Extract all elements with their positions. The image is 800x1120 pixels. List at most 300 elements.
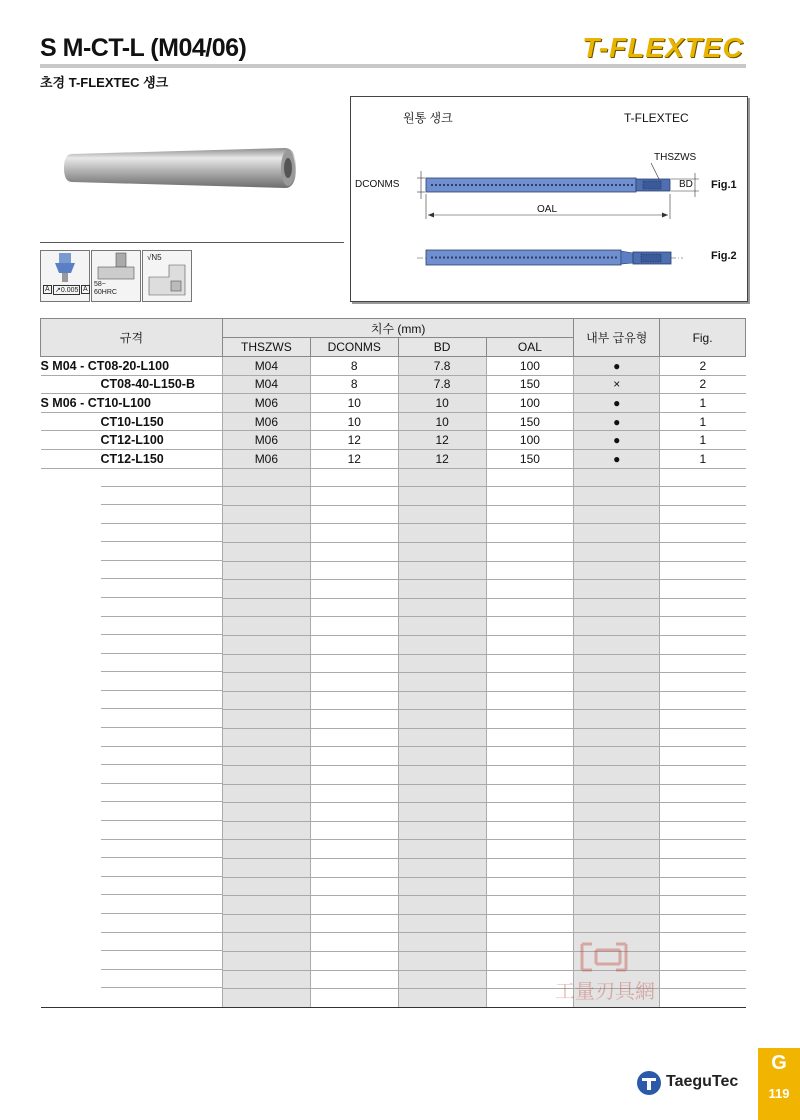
fig-cell: 1 [660, 449, 746, 468]
thszws-cell [222, 896, 310, 915]
header-oal: OAL [486, 338, 574, 357]
bd-cell [398, 821, 486, 840]
dconms-cell [310, 561, 398, 580]
oal-cell [486, 673, 574, 692]
thszws-cell [222, 784, 310, 803]
spec-name-cell [41, 580, 223, 599]
thszws-cell [222, 598, 310, 617]
fig-cell: 1 [660, 431, 746, 450]
fig-cell [660, 654, 746, 673]
table-row [41, 598, 746, 617]
dconms-cell [310, 487, 398, 506]
coolant-cell [574, 505, 660, 524]
thszws-cell: M06 [222, 431, 310, 450]
thszws-cell [222, 747, 310, 766]
spec-name-cell: CT10-L150 [41, 412, 223, 431]
table-row [41, 468, 746, 487]
bd-cell [398, 487, 486, 506]
coolant-cell [574, 561, 660, 580]
dconms-cell [310, 952, 398, 971]
spec-name-cell [41, 635, 223, 654]
thszws-cell [222, 524, 310, 543]
bd-cell: 12 [398, 449, 486, 468]
bd-cell [398, 970, 486, 989]
dconms-cell: 12 [310, 449, 398, 468]
table-row [41, 710, 746, 729]
oal-cell [486, 524, 574, 543]
fig-cell [660, 487, 746, 506]
bd-cell [398, 896, 486, 915]
coolant-cell [574, 487, 660, 506]
runout-icon [40, 250, 90, 302]
dconms-cell [310, 914, 398, 933]
diagram-label-dconms: DCONMS [355, 179, 400, 190]
diagram-label-thszws: THSZWS [654, 152, 697, 163]
section-tab [758, 1048, 800, 1120]
fig-cell [660, 635, 746, 654]
spec-name-cell [41, 896, 223, 915]
fig-cell: 2 [660, 357, 746, 376]
spec-name-cell [41, 803, 223, 822]
table-body [41, 357, 746, 1008]
fig-cell: 1 [660, 412, 746, 431]
table-row [41, 617, 746, 636]
table-row [41, 412, 746, 431]
thszws-cell [222, 859, 310, 878]
dconms-cell [310, 877, 398, 896]
spec-name-cell [41, 654, 223, 673]
empty-rule [101, 469, 222, 487]
table-row [41, 859, 746, 878]
spec-name-cell [41, 561, 223, 580]
page-subtitle: 초경 T-FLEXTEC 섕크 [40, 75, 169, 90]
coolant-cell [574, 598, 660, 617]
dconms-cell [310, 542, 398, 561]
empty-rule [101, 710, 222, 728]
spec-icons [40, 250, 190, 302]
spec-name-cell [41, 766, 223, 785]
thszws-cell [222, 617, 310, 636]
page-number: 119 [768, 1086, 790, 1101]
spec-name-cell [41, 877, 223, 896]
section-letter: G [771, 1052, 787, 1074]
thszws-cell: M06 [222, 449, 310, 468]
empty-rule [101, 915, 222, 933]
spec-name-cell [41, 840, 223, 859]
empty-rule [101, 747, 222, 765]
fig-cell [660, 784, 746, 803]
coolant-cell [574, 617, 660, 636]
bd-cell [398, 952, 486, 971]
coolant-cell [574, 803, 660, 822]
spec-name-cell [41, 468, 223, 487]
empty-rule [101, 636, 222, 654]
bd-cell [398, 505, 486, 524]
dconms-cell [310, 989, 398, 1008]
table-row [41, 654, 746, 673]
empty-rule [101, 933, 222, 951]
header-fig: Fig. [660, 319, 746, 357]
oal-cell [486, 728, 574, 747]
oal-cell: 150 [486, 375, 574, 394]
thszws-cell [222, 468, 310, 487]
oal-cell [486, 542, 574, 561]
dconms-cell [310, 784, 398, 803]
table-row [41, 896, 746, 915]
table-row [41, 561, 746, 580]
bd-cell [398, 691, 486, 710]
spec-name-cell [41, 542, 223, 561]
table-row [41, 803, 746, 822]
spec-name-cell [41, 989, 223, 1008]
fig-cell [660, 542, 746, 561]
thszws-cell [222, 840, 310, 859]
dconms-cell [310, 635, 398, 654]
spec-name-cell [41, 859, 223, 878]
table-row [41, 635, 746, 654]
watermark-text: 工量刃具網 [555, 979, 655, 1003]
bd-cell [398, 598, 486, 617]
dconms-cell: 8 [310, 375, 398, 394]
coolant-cell: ● [574, 394, 660, 413]
page-title: S M-CT-L (M04/06) [40, 34, 247, 62]
empty-rule [101, 599, 222, 617]
spec-name-cell [41, 598, 223, 617]
dconms-cell [310, 859, 398, 878]
thszws-cell [222, 989, 310, 1008]
tflextec-logo [578, 30, 748, 66]
spec-name-cell [41, 710, 223, 729]
coolant-cell [574, 691, 660, 710]
empty-rule [101, 803, 222, 821]
oal-cell [486, 617, 574, 636]
hardness-icon [91, 250, 141, 302]
table-row [41, 487, 746, 506]
oal-cell [486, 598, 574, 617]
coolant-cell: ● [574, 412, 660, 431]
table-row [41, 431, 746, 450]
bd-cell [398, 580, 486, 599]
oal-cell [486, 877, 574, 896]
coolant-cell [574, 821, 660, 840]
bd-cell [398, 914, 486, 933]
empty-rule [101, 524, 222, 542]
oal-cell: 100 [486, 394, 574, 413]
coolant-cell [574, 728, 660, 747]
table-row [41, 877, 746, 896]
bd-cell [398, 654, 486, 673]
table-row [41, 821, 746, 840]
fig-cell [660, 524, 746, 543]
bd-cell [398, 635, 486, 654]
fig-cell [660, 914, 746, 933]
thszws-cell [222, 561, 310, 580]
coolant-cell [574, 840, 660, 859]
dconms-cell [310, 505, 398, 524]
bd-cell: 7.8 [398, 375, 486, 394]
dconms-cell [310, 617, 398, 636]
thszws-cell [222, 877, 310, 896]
empty-rule [101, 896, 222, 914]
oal-cell [486, 859, 574, 878]
empty-rule [101, 952, 222, 970]
fig-cell [660, 840, 746, 859]
oal-cell [486, 505, 574, 524]
fig-cell [660, 710, 746, 729]
empty-rule [101, 989, 222, 1006]
fig-cell [660, 468, 746, 487]
dconms-cell [310, 673, 398, 692]
coolant-cell [574, 635, 660, 654]
empty-rule [101, 487, 222, 505]
fig-cell [660, 580, 746, 599]
bd-cell [398, 766, 486, 785]
bd-cell [398, 728, 486, 747]
dconms-cell [310, 840, 398, 859]
fig-cell [660, 673, 746, 692]
empty-rule [101, 970, 222, 988]
bd-cell [398, 617, 486, 636]
empty-rule [101, 561, 222, 579]
coolant-cell [574, 747, 660, 766]
spec-name-cell [41, 784, 223, 803]
table-row [41, 580, 746, 599]
diagram-drawing [351, 97, 747, 301]
thszws-cell [222, 914, 310, 933]
oal-cell [486, 840, 574, 859]
runout-datum-a2: A [83, 286, 88, 293]
fig-cell [660, 617, 746, 636]
dconms-cell [310, 747, 398, 766]
logo-text: T-FLEXTEC [582, 32, 744, 63]
bd-cell [398, 673, 486, 692]
thszws-cell: M04 [222, 375, 310, 394]
spec-table [40, 318, 746, 1008]
spec-name-cell [41, 617, 223, 636]
oal-cell: 100 [486, 357, 574, 376]
oal-cell [486, 487, 574, 506]
spec-name-cell [41, 952, 223, 971]
table-row [41, 524, 746, 543]
empty-rule [101, 784, 222, 802]
bd-cell [398, 989, 486, 1008]
dconms-cell [310, 654, 398, 673]
dconms-cell [310, 821, 398, 840]
coolant-cell: ● [574, 449, 660, 468]
fig-cell [660, 803, 746, 822]
fig-cell [660, 989, 746, 1008]
fig-cell [660, 970, 746, 989]
empty-rule [101, 580, 222, 598]
dconms-cell: 8 [310, 357, 398, 376]
thszws-cell: M06 [222, 412, 310, 431]
dconms-cell: 12 [310, 431, 398, 450]
spec-name-cell: S M06 - CT10-L100 [41, 394, 223, 413]
coolant-cell [574, 468, 660, 487]
oal-cell: 150 [486, 412, 574, 431]
oal-cell [486, 468, 574, 487]
fig-cell [660, 821, 746, 840]
coolant-cell [574, 710, 660, 729]
hardness-label: 58~ 60HRC [94, 281, 117, 296]
oal-cell [486, 654, 574, 673]
oal-cell: 100 [486, 431, 574, 450]
coolant-cell [574, 784, 660, 803]
table-row [41, 766, 746, 785]
table-row [41, 375, 746, 394]
oal-cell [486, 803, 574, 822]
shank-photo [60, 140, 300, 200]
spec-name-cell [41, 933, 223, 952]
dconms-cell [310, 598, 398, 617]
table-row [41, 505, 746, 524]
empty-rule [101, 729, 222, 747]
fig-cell [660, 766, 746, 785]
empty-rule [101, 617, 222, 635]
diagram-fig2: Fig.2 [711, 250, 737, 262]
fig-cell [660, 952, 746, 971]
brand-text: TaeguTec [666, 1073, 739, 1090]
runout-value: ↗0.005 [55, 287, 79, 294]
empty-rule [101, 654, 222, 672]
empty-rule [101, 506, 222, 524]
table-row [41, 747, 746, 766]
coolant-cell: ● [574, 357, 660, 376]
bd-cell [398, 524, 486, 543]
coolant-cell [574, 896, 660, 915]
bd-cell [398, 803, 486, 822]
thszws-cell [222, 766, 310, 785]
oal-cell [486, 914, 574, 933]
spec-name-cell [41, 747, 223, 766]
thszws-cell [222, 970, 310, 989]
header-thszws: THSZWS [222, 338, 310, 357]
header-dims: 치수 (mm) [222, 319, 573, 338]
bd-cell: 7.8 [398, 357, 486, 376]
fig-cell [660, 505, 746, 524]
bd-cell: 10 [398, 394, 486, 413]
oal-cell [486, 691, 574, 710]
thszws-cell: M04 [222, 357, 310, 376]
bd-cell: 12 [398, 431, 486, 450]
coolant-cell [574, 859, 660, 878]
taegutec-brand [636, 1070, 756, 1096]
coolant-cell [574, 914, 660, 933]
dconms-cell: 10 [310, 394, 398, 413]
thszws-cell [222, 691, 310, 710]
bd-cell [398, 468, 486, 487]
fig-cell [660, 859, 746, 878]
table-row [41, 728, 746, 747]
dconms-cell [310, 728, 398, 747]
bd-cell: 10 [398, 412, 486, 431]
fig-cell [660, 933, 746, 952]
table-row [41, 691, 746, 710]
coolant-cell [574, 580, 660, 599]
spec-name-cell [41, 821, 223, 840]
oal-cell [486, 561, 574, 580]
spec-name-cell [41, 728, 223, 747]
spec-name-cell [41, 524, 223, 543]
spec-name-cell [41, 914, 223, 933]
spec-name-cell [41, 970, 223, 989]
coolant-cell [574, 673, 660, 692]
coolant-cell [574, 877, 660, 896]
spec-name-cell: S M04 - CT08-20-L100 [41, 357, 223, 376]
watermark [540, 940, 670, 1020]
coolant-cell [574, 542, 660, 561]
oal-cell [486, 896, 574, 915]
table-row [41, 784, 746, 803]
table-row [41, 914, 746, 933]
empty-rule [101, 691, 222, 709]
coolant-cell [574, 524, 660, 543]
table-row [41, 673, 746, 692]
dconms-cell [310, 803, 398, 822]
fig-cell [660, 877, 746, 896]
coolant-cell: × [574, 375, 660, 394]
oal-cell [486, 766, 574, 785]
bd-cell [398, 784, 486, 803]
oal-cell [486, 821, 574, 840]
spec-name-cell [41, 691, 223, 710]
fig-cell [660, 896, 746, 915]
thszws-cell [222, 728, 310, 747]
thszws-cell [222, 933, 310, 952]
dconms-cell [310, 691, 398, 710]
table-row [41, 840, 746, 859]
bd-cell [398, 877, 486, 896]
workpiece-icon [92, 251, 140, 281]
table-row [41, 542, 746, 561]
holder-icon [41, 251, 89, 283]
diagram-label-tflextec: T-FLEXTEC [624, 111, 689, 125]
diagram-label-shank: 원통 생크 [403, 111, 453, 125]
thszws-cell [222, 505, 310, 524]
spec-name-cell [41, 487, 223, 506]
runout-datum-a: A [45, 286, 50, 293]
bd-cell [398, 840, 486, 859]
thszws-cell [222, 952, 310, 971]
surface-label: √N5 [147, 253, 162, 262]
header-dconms: DCONMS [310, 338, 398, 357]
bd-cell [398, 710, 486, 729]
spec-name-cell: CT12-L150 [41, 449, 223, 468]
table-row [41, 357, 746, 376]
thszws-cell [222, 821, 310, 840]
thszws-cell: M06 [222, 394, 310, 413]
fig-cell: 1 [660, 394, 746, 413]
oal-cell [486, 580, 574, 599]
fig-cell [660, 747, 746, 766]
thszws-cell [222, 710, 310, 729]
spec-name-cell [41, 673, 223, 692]
surface-finish-icon [142, 250, 192, 302]
photo-divider [40, 242, 344, 243]
surface-part-icon [143, 251, 191, 301]
taegutec-logo-icon [636, 1070, 662, 1096]
diagram-label-bd: BD [679, 179, 693, 190]
thszws-cell [222, 654, 310, 673]
oal-cell [486, 710, 574, 729]
empty-rule [101, 543, 222, 561]
dconms-cell [310, 933, 398, 952]
diagram-label-oal: OAL [537, 204, 558, 215]
table-header-row [41, 319, 746, 338]
empty-rule [101, 822, 222, 840]
table-row [41, 394, 746, 413]
dconms-cell [310, 524, 398, 543]
